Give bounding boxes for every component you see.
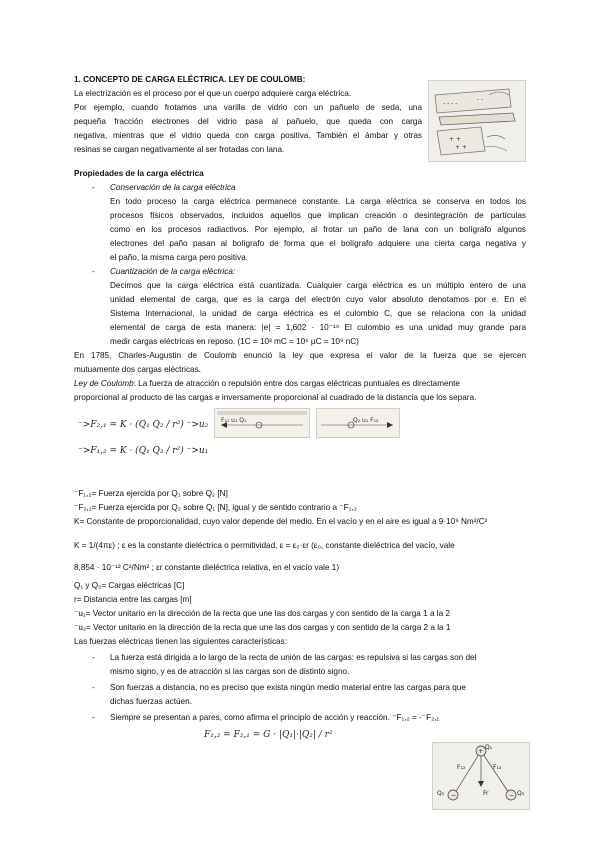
svg-text:F₁₃: F₁₃: [493, 764, 502, 771]
svg-text:Fr: Fr: [483, 790, 489, 797]
svg-text:Q₁: Q₁: [485, 744, 493, 751]
coulomb-formula-3: F₁,₂ = F₂,₁ = G · |Q₁|·|Q₂| / r²: [204, 730, 333, 740]
legend-line: K= Constante de proporcionalidad, cuyo valor depende del medio. En el vacío y en el aire es igual a 9·10⁹ Nm²/C²: [74, 517, 488, 526]
conservation-line: procesos físicos observados, incluidos aquellos que implican creación o desintegración de partículas: [110, 211, 526, 220]
intro-line: resinas se cargan negativamente al ser frotadas con lana.: [74, 145, 285, 154]
characteristic-line: dichas fuerzas actúen.: [110, 697, 192, 706]
coulomb-law-text: : La fuerza de atracción o repulsión entre dos cargas eléctricas puntuales es directamente: [133, 379, 460, 388]
coulomb-formula-1: ⁻>F₂,₁ = K · (Q₁ Q₂ / r²) ⁻>u₂: [78, 420, 209, 430]
quantization-line: elemental de carga de esta manera: |e| = 1,602 · 10⁻¹⁹ El culombio es una unidad muy grande para: [110, 323, 526, 332]
svg-text:F₂₁ u₁ Q₁: F₂₁ u₁ Q₁: [221, 417, 247, 424]
conservation-line: electrones del paño pasan al bolígrafo de forma que el bolígrafo adquiere una cierta carga negativa y: [110, 239, 526, 248]
conservation-line: el paño, la misma carga pero positiva.: [110, 253, 248, 262]
svg-text:+ +: + +: [449, 136, 461, 143]
legend-line: r= Distancia entre las cargas [m]: [74, 595, 192, 604]
coulomb-law-label: Ley de Coulomb: [74, 379, 134, 388]
intro-line: Por ejemplo, cuando frotamos una varilla de vidrio con un pañuelo de seda, una: [74, 103, 422, 112]
coulomb-history-line: En 1785, Charles-Augustin de Coulomb enunció la ley que expresa el valor de la fuerza que se ejercen: [74, 351, 526, 360]
intro-line: La electrización es el proceso por el que un cuerpo adquiere carga eléctrica.: [74, 89, 352, 98]
svg-text:Q₃: Q₃: [517, 790, 525, 797]
three-charges-sketch-drawing: [433, 743, 529, 809]
svg-text:Q₂ u₂ F₁₂: Q₂ u₂ F₁₂: [353, 417, 379, 424]
electrization-sketch-drawing: [429, 81, 525, 161]
bullet-dash: -: [92, 267, 95, 276]
svg-text:+: +: [478, 748, 484, 755]
characteristic-line: mismo signo, y es de atracción si las cargas son de distinto signo.: [110, 667, 350, 676]
characteristics-heading: Las fuerzas eléctricas tienen las siguientes características:: [74, 637, 287, 646]
svg-text:−: −: [509, 792, 515, 799]
three-charges-sketch-image: [432, 742, 530, 810]
svg-text:- -: - -: [477, 96, 484, 103]
section-title: 1. CONCEPTO DE CARGA ELÉCTRICA. LEY DE COULOMB:: [74, 75, 306, 84]
legend-line: Q₁ y Q₂= Cargas eléctricas [C]: [74, 581, 185, 590]
legend-line: ⁻u₂= Vector unitario en la dirección de la recta que une las dos cargas y con sentido de la carga 2 a la 1: [74, 623, 451, 632]
quantization-line: medir cargas eléctricas en reposo. (1C = 10³ mC = 10⁶ µC = 10⁹ nC): [110, 337, 359, 346]
svg-text:Q₂: Q₂: [437, 790, 445, 797]
forces-sketch-left-drawing: [215, 409, 309, 437]
quantization-title: Cuantización de la carga eléctrica:: [110, 267, 236, 276]
svg-text:- - - -: - - - -: [443, 100, 458, 107]
forces-sketch-right-image: [316, 408, 400, 438]
legend-line: ⁻u₁= Vector unitario en la dirección de la recta que une las dos cargas y con sentido de la carga 1 a la 2: [74, 609, 450, 618]
bullet-dash: -: [92, 653, 95, 662]
legend-line: ⁻F₂,₁= Fuerza ejercida por Q₂ sobre Q₁ [N], igual y de sentido contrario a ⁻F₁,₂: [74, 503, 357, 512]
quantization-line: unidad elemental de carga, que es la carga del electrón cuyo valor absoluto denotamos por e. En el: [110, 295, 526, 304]
legend-line: 8,854 · 10⁻¹² C²/Nm² ; εr constante dieléctrica relativa, en el vacío vale 1): [74, 563, 340, 572]
svg-text:F₁₂: F₁₂: [457, 764, 466, 771]
svg-text:+ +: + +: [455, 144, 467, 151]
characteristic-line: Son fuerzas a distancia, no es preciso que exista ningún medio material entre las cargas para que: [110, 683, 466, 692]
properties-heading: Propiedades de la carga eléctrica: [74, 169, 204, 178]
coulomb-formula-2: ⁻>F₁,₂ = K · (Q₁ Q₂ / r²) ⁻>u₁: [78, 446, 209, 456]
coulomb-history-line: mutuamente dos cargas eléctricas.: [74, 365, 201, 374]
bullet-dash: -: [92, 713, 95, 722]
conservation-line: como en los procesos radiactivos. Por ejemplo, al frotar un paño de lana con un bolígrafo algunos: [110, 225, 526, 234]
forces-sketch-left-image: [214, 408, 310, 438]
coulomb-law-line: proporcional al producto de las cargas e inversamente proporcional al cuadrado de la distancia que los separa.: [74, 393, 477, 402]
svg-text:−: −: [451, 792, 457, 799]
coulomb-law-line: [74, 378, 460, 389]
legend-line: K = 1/(4πε) ; ε es la constante dieléctrica o permitividad, ε = ε₀·εr (ε₀, constante dieléctrica del vacío, vale: [74, 541, 455, 550]
quantization-line: Sistema Internacional, la unidad de carga eléctrica es el culombio C, que se relaciona con la unidad: [110, 309, 526, 318]
characteristic-line: Siempre se presentan a pares, como afirma el principio de acción y reacción. ⁻F₁,₂ = -⁻F₂,₁: [110, 713, 440, 722]
conservation-title: Conservación de la carga eléctrica: [110, 183, 236, 192]
conservation-line: En todo proceso la carga eléctrica permanece constante. La carga eléctrica se conserva en todos los: [110, 197, 526, 206]
bullet-dash: -: [92, 183, 95, 192]
characteristic-line: La fuerza está dirigida a lo largo de la recta de unión de las cargas: es repulsiva si las cargas son del: [110, 653, 477, 662]
legend-line: ⁻F₁,₂= Fuerza ejercida por Q₁ sobre Q₂ [N]: [74, 489, 228, 498]
forces-sketch-right-drawing: [317, 409, 399, 437]
electrization-sketch-image: [428, 80, 526, 162]
bullet-dash: -: [92, 683, 95, 692]
intro-line: negativa, mientras que el vidrio queda con carga positiva. También el ámbar y otras: [74, 131, 422, 140]
intro-line: pequeña fracción electrones del vidrio pasa al pañuelo, que queda con carga: [74, 117, 422, 126]
quantization-line: Decimos que la carga eléctrica está cuantizada. Cualquier carga eléctrica es un múltiplo entero de una: [110, 281, 526, 290]
